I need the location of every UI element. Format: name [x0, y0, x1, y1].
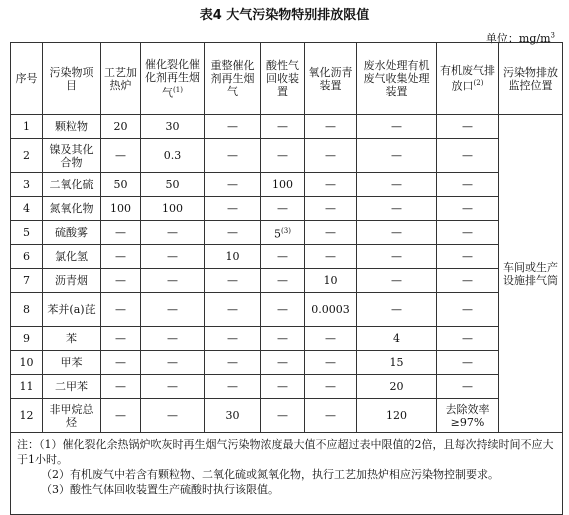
header-fcc-regen-text: 催化裂化催化剂再生烟气 — [145, 57, 200, 100]
limit-value: — — [437, 115, 499, 139]
pollutant-name: 二甲苯 — [43, 375, 101, 399]
limit-value: — — [205, 221, 261, 245]
header-voc-outlet-text: 有机废气排放口 — [440, 64, 495, 93]
header-oxidized-asphalt: 氧化沥青装置 — [305, 43, 357, 115]
limit-value: 100 — [101, 197, 141, 221]
limit-value: 20 — [357, 375, 437, 399]
table-row — [11, 351, 563, 375]
footnote-marker: (3) — [281, 226, 291, 235]
limit-value: — — [141, 269, 205, 293]
row-number: 10 — [11, 351, 43, 375]
limit-value: — — [205, 269, 261, 293]
header-monitoring-location: 污染物排放监控位置 — [499, 43, 563, 115]
limit-value: — — [261, 375, 305, 399]
monitoring-location: 车间或生产设施排气筒 — [499, 115, 563, 433]
limit-value: — — [305, 139, 357, 173]
note-1: 注：（1）催化裂化余热锅炉吹灰时再生烟气污染物浓度最大值不应超过表中限值的2倍，且每次持续时间不应大于1小时。 — [17, 438, 554, 466]
limit-value: — — [101, 351, 141, 375]
limit-value: — — [141, 293, 205, 327]
limit-value: — — [141, 327, 205, 351]
limit-value: — — [205, 351, 261, 375]
pollutant-name: 苯并(a)芘 — [43, 293, 101, 327]
header-fcc-regen-sup: (1) — [173, 85, 183, 94]
limit-value: — — [101, 293, 141, 327]
limit-value: — — [101, 139, 141, 173]
emission-limits-table — [10, 42, 563, 515]
limit-value: — — [357, 139, 437, 173]
limit-value: — — [261, 399, 305, 433]
table-row — [11, 327, 563, 351]
limit-value: — — [261, 245, 305, 269]
limit-value: — — [357, 115, 437, 139]
limit-value: 30 — [141, 115, 205, 139]
row-number: 1 — [11, 115, 43, 139]
row-number: 12 — [11, 399, 43, 433]
limit-value: — — [261, 197, 305, 221]
limit-value: 去除效率≥97% — [437, 399, 499, 433]
header-reforming-regen: 重整催化剂再生烟气 — [205, 43, 261, 115]
unit-text: 单位：mg/m — [485, 32, 551, 45]
limit-value: — — [205, 327, 261, 351]
row-number: 8 — [11, 293, 43, 327]
limit-value: — — [101, 269, 141, 293]
limit-value: 4 — [357, 327, 437, 351]
row-number: 6 — [11, 245, 43, 269]
limit-value: — — [437, 221, 499, 245]
limit-value: 0.3 — [141, 139, 205, 173]
limit-value: — — [357, 173, 437, 197]
header-voc-outlet-sup: (2) — [473, 79, 484, 88]
limit-value: — — [101, 327, 141, 351]
limit-value: — — [305, 115, 357, 139]
limit-value: — — [261, 115, 305, 139]
limit-value: — — [261, 293, 305, 327]
limit-value — [261, 221, 305, 245]
limit-value: — — [437, 139, 499, 173]
limit-value: — — [101, 221, 141, 245]
limit-value: — — [205, 375, 261, 399]
limit-value: — — [205, 115, 261, 139]
table-row — [11, 173, 563, 197]
row-number: 2 — [11, 139, 43, 173]
limit-value: — — [205, 139, 261, 173]
table-row — [11, 197, 563, 221]
notes-row — [11, 433, 563, 515]
limit-value: — — [357, 293, 437, 327]
limit-value: — — [437, 197, 499, 221]
limit-value: — — [141, 351, 205, 375]
pollutant-name: 甲苯 — [43, 351, 101, 375]
pollutant-name: 氮氧化物 — [43, 197, 101, 221]
limit-value: 50 — [141, 173, 205, 197]
row-number: 5 — [11, 221, 43, 245]
table-row — [11, 221, 563, 245]
pollutant-name: 沥青烟 — [43, 269, 101, 293]
table-row — [11, 269, 563, 293]
table-row — [11, 139, 563, 173]
limit-value: — — [357, 245, 437, 269]
limit-value: — — [205, 293, 261, 327]
limit-value: 100 — [141, 197, 205, 221]
pollutant-name: 颗粒物 — [43, 115, 101, 139]
table-row — [11, 115, 563, 139]
pollutant-name: 非甲烷总烃 — [43, 399, 101, 433]
limit-value: — — [261, 351, 305, 375]
limit-value: 20 — [101, 115, 141, 139]
limit-value: — — [205, 173, 261, 197]
header-fcc-regen — [141, 43, 205, 115]
pollutant-name: 镍及其化合物 — [43, 139, 101, 173]
header-pollutant: 污染物项目 — [43, 43, 101, 115]
limit-value: 120 — [357, 399, 437, 433]
limit-value: — — [437, 293, 499, 327]
limit-value: — — [261, 139, 305, 173]
limit-value: 0.0003 — [305, 293, 357, 327]
limit-value: — — [101, 375, 141, 399]
limit-value: — — [305, 173, 357, 197]
limit-value: — — [437, 327, 499, 351]
header-row — [11, 43, 563, 115]
pollutant-name: 二氧化硫 — [43, 173, 101, 197]
limit-value: — — [305, 399, 357, 433]
limit-value: — — [141, 245, 205, 269]
row-number: 9 — [11, 327, 43, 351]
table-row — [11, 399, 563, 433]
limit-value: — — [305, 245, 357, 269]
header-wastewater-voc: 废水处理有机废气收集处理装置 — [357, 43, 437, 115]
limit-value: 10 — [305, 269, 357, 293]
table-notes — [11, 433, 563, 515]
limit-value: 10 — [205, 245, 261, 269]
limit-value: — — [437, 351, 499, 375]
row-number: 4 — [11, 197, 43, 221]
limit-value-text: 5 — [274, 227, 282, 241]
limit-value: — — [437, 245, 499, 269]
limit-value: — — [141, 375, 205, 399]
limit-value: — — [305, 351, 357, 375]
limit-value: — — [305, 221, 357, 245]
note-3: （3）酸性气体回收装置生产硫酸时执行该限值。 — [41, 483, 279, 496]
header-voc-outlet — [437, 43, 499, 115]
limit-value: — — [305, 327, 357, 351]
row-number: 7 — [11, 269, 43, 293]
limit-value: — — [357, 197, 437, 221]
limit-value: — — [437, 375, 499, 399]
limit-value: 100 — [261, 173, 305, 197]
header-no: 序号 — [11, 43, 43, 115]
header-process-heater: 工艺加热炉 — [101, 43, 141, 115]
limit-value: — — [141, 221, 205, 245]
limit-value: — — [261, 269, 305, 293]
limit-value: — — [261, 327, 305, 351]
row-number: 11 — [11, 375, 43, 399]
note-2: （2）有机废气中若含有颗粒物、二氧化硫或氮氧化物，执行工艺加热炉相应污染物控制要求。 — [41, 468, 499, 481]
pollutant-name: 硫酸雾 — [43, 221, 101, 245]
table-row — [11, 293, 563, 327]
limit-value: — — [305, 375, 357, 399]
limit-value: 50 — [101, 173, 141, 197]
limit-value: — — [437, 173, 499, 197]
table-row — [11, 245, 563, 269]
limit-value: — — [205, 197, 261, 221]
table-title: 表4 大气污染物特别排放限值 — [199, 8, 370, 23]
limit-value: — — [305, 197, 357, 221]
limit-value: — — [437, 269, 499, 293]
pollutant-name: 苯 — [43, 327, 101, 351]
limit-value: — — [357, 269, 437, 293]
limit-value: 15 — [357, 351, 437, 375]
limit-value: — — [141, 399, 205, 433]
limit-value: — — [101, 399, 141, 433]
header-acid-gas-recovery: 酸性气回收装置 — [261, 43, 305, 115]
row-number: 3 — [11, 173, 43, 197]
table-row — [11, 375, 563, 399]
limit-value: — — [357, 221, 437, 245]
limit-value: 30 — [205, 399, 261, 433]
unit-exponent: 3 — [550, 31, 555, 40]
limit-value: — — [101, 245, 141, 269]
pollutant-name: 氯化氢 — [43, 245, 101, 269]
